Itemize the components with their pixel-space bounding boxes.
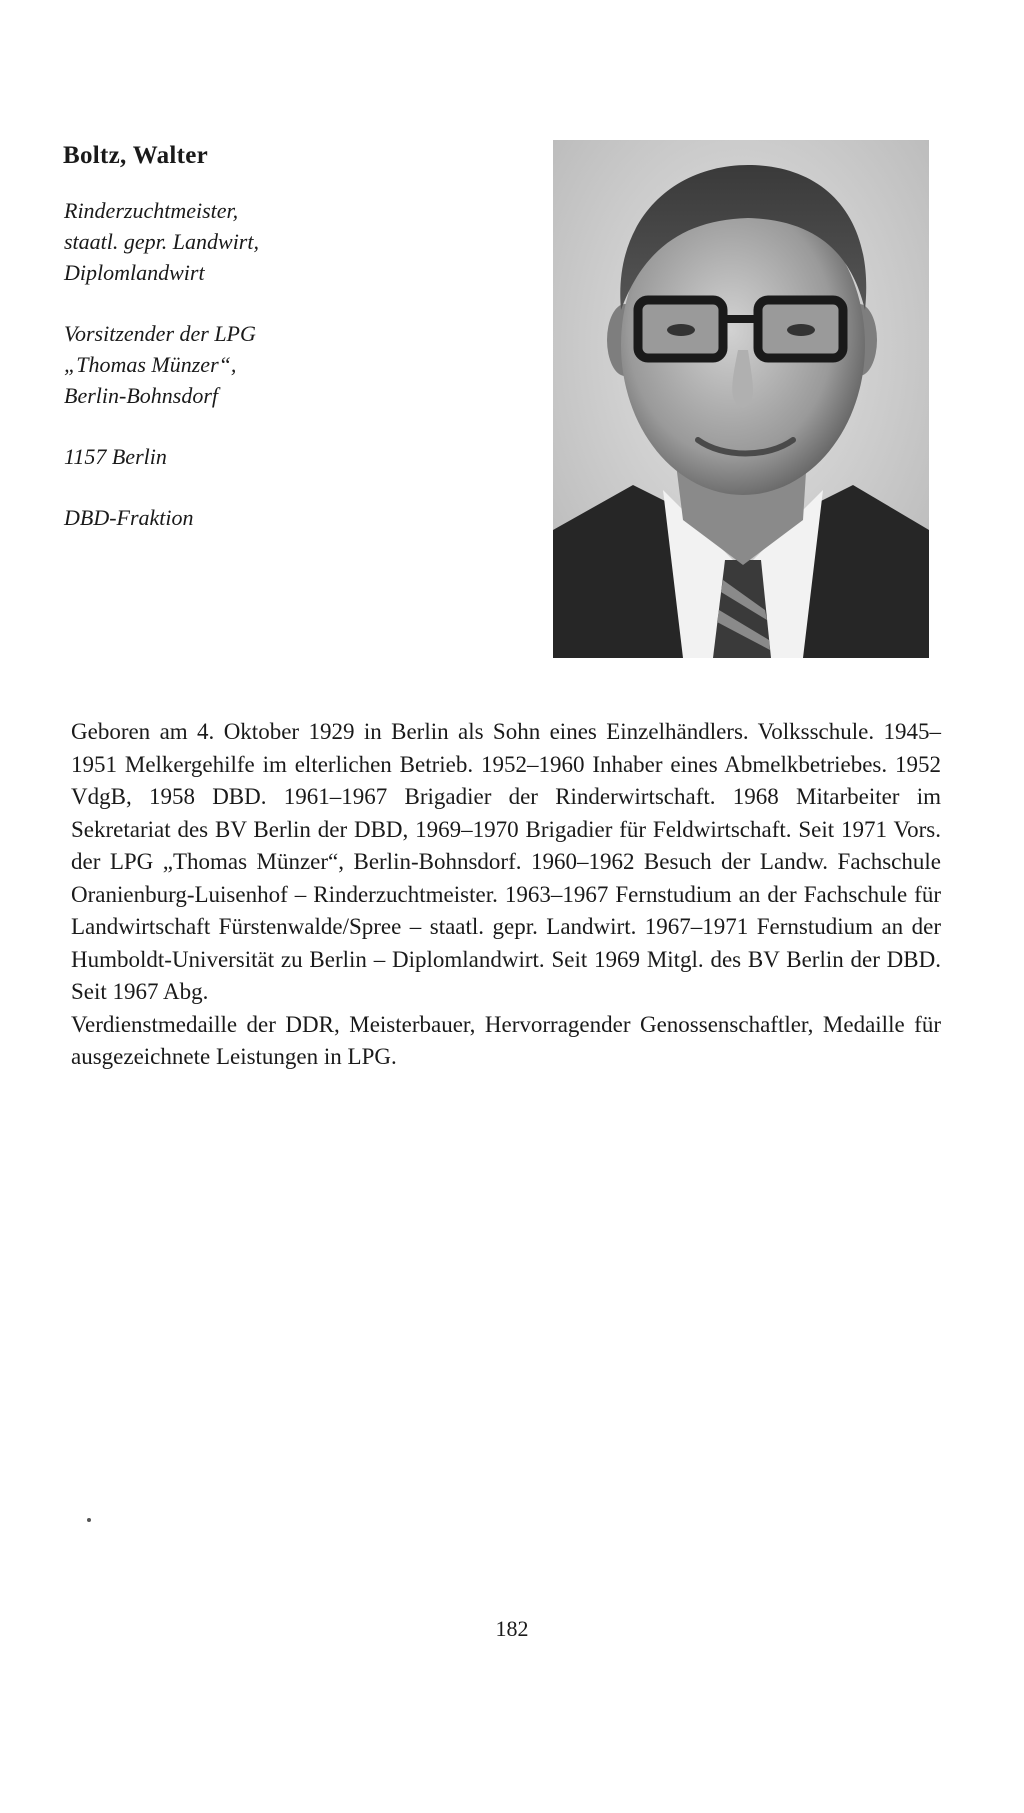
position-line: Berlin-Bohnsdorf (64, 383, 218, 408)
biography-awards: Verdienstmedaille der DDR, Meisterbauer, Hervorragender Genossenschaftler, Medaille für ausgezeichnete Leistungen in LPG. (71, 1011, 941, 1069)
position-line: Vorsitzender der LPG (64, 321, 256, 346)
print-speck (87, 1518, 91, 1522)
biography-career: Geboren am 4. Oktober 1929 in Berlin als Sohn eines Einzelhändlers. Volksschule. 1945–1951 Melkergehilfe im elterlichen Betrieb. 1952–1960 Inhaber eines Abmelkbetriebes. 1952 VdgB, 1958 DBD. 1961–1967 Brigadier der Rinderwirtschaft. 1968 Mitarbeiter im Sekretariat des BV Berlin der DBD, 1969–1970 Brigadier für Feldwirtschaft. Seit 1971 Vors. der LPG „Thomas Münzer“, Berlin-Bohnsdorf. 1960–1962 Besuch der Landw. Fachschule Oranienburg-Luisenhof – Rinderzuchtmeister. 1963–1967 Fernstudium an der Fachschule für Landwirtschaft Fürstenwalde/Spree – staatl. gepr. Landwirt. 1967–1971 Fernstudium an der Humboldt-Universität zu Berlin – Diplomlandwirt. Seit 1969 Mitgl. des BV Berlin der DBD. Seit 1967 Abg. (71, 719, 941, 1004)
qualification-line: Rinderzuchtmeister, (64, 198, 239, 223)
position-line: „Thomas Münzer“, (64, 352, 237, 377)
biography (71, 716, 941, 1074)
entry-info (64, 195, 524, 563)
entry-name: Boltz, Walter (63, 142, 209, 169)
page-number: 182 (495, 1616, 529, 1641)
qualification-line: staatl. gepr. Landwirt, (64, 229, 259, 254)
position (64, 318, 524, 411)
portrait-photo (553, 140, 929, 658)
qualifications (64, 195, 524, 288)
qualification-line: Diplomlandwirt (64, 260, 205, 285)
faction (64, 502, 524, 533)
faction-line: DBD-Fraktion (64, 505, 194, 530)
address-line: 1157 Berlin (64, 444, 167, 469)
address (64, 441, 524, 472)
